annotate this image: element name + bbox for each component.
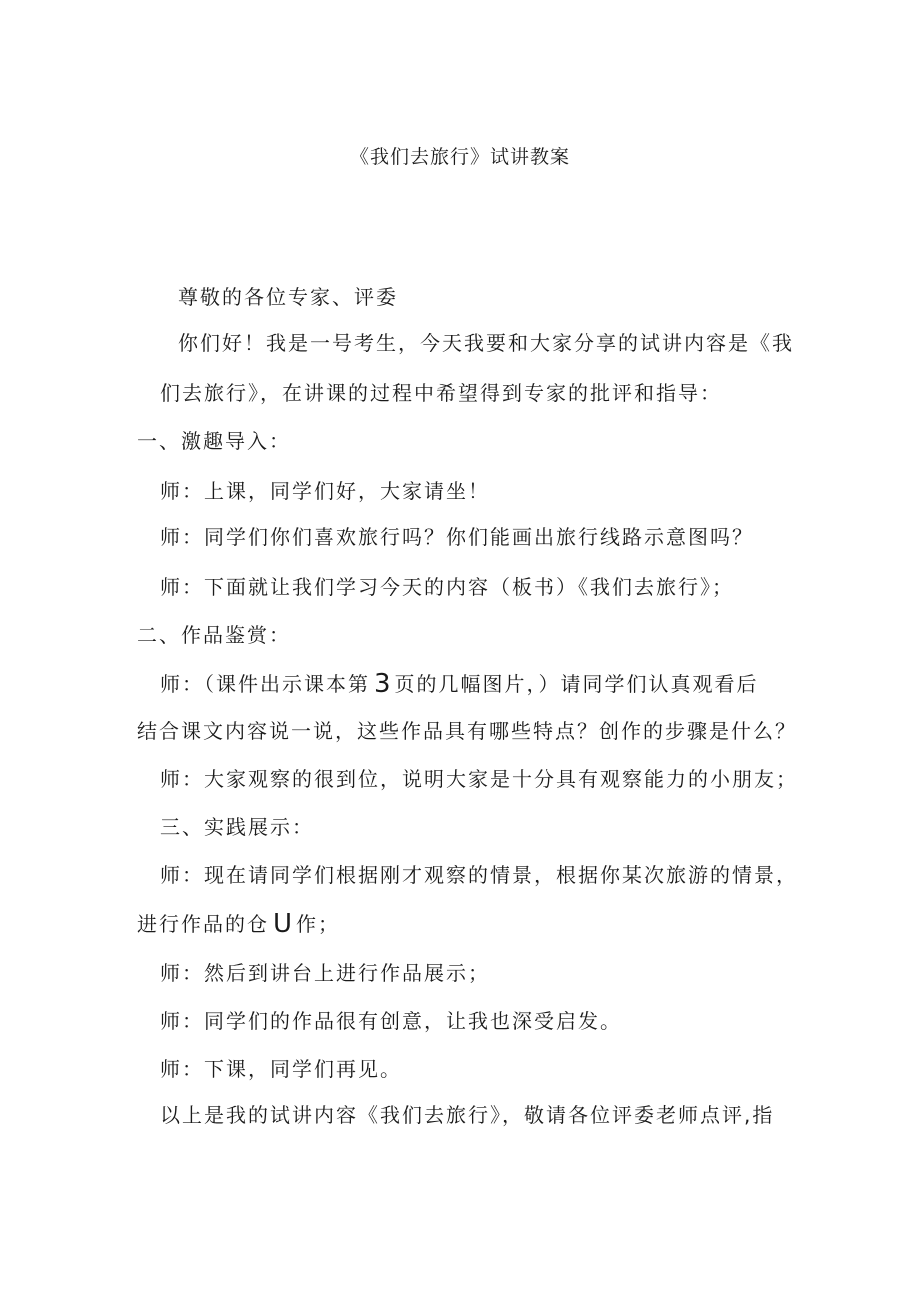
body-line: 结合课文内容说一说，这些作品具有哪些特点？创作的步骤是什么？ [137, 719, 797, 743]
intro-line-2: 们去旅行》，在讲课的过程中希望得到专家的批评和指导： [160, 381, 722, 405]
teacher-line: 师：然后到讲台上进行作品展示； [160, 961, 490, 985]
teacher-line: 师：下课，同学们再见。 [160, 1057, 402, 1081]
section-heading-3: 三、实践展示： [160, 815, 314, 839]
intro-line-1: 你们好！我是一号考生，今天我要和大家分享的试讲内容是《我 [178, 331, 794, 355]
text-segment: 进行作品的仓 [137, 912, 269, 936]
body-line [137, 909, 340, 938]
salutation: 尊敬的各位专家、评委 [178, 285, 398, 309]
section-heading-1: 一、激趣导入： [137, 429, 291, 453]
teacher-line [160, 669, 759, 698]
teacher-line: 师：上课，同学们好，大家请坐！ [160, 479, 490, 503]
section-heading-2: 二、作品鉴赏： [137, 623, 291, 647]
text-segment: 页的几幅图片，）请同学们认真观看后 [394, 672, 759, 696]
ocr-glyph-text: U [273, 909, 293, 939]
text-segment: 师：（课件出示课本第 [160, 672, 370, 696]
closing-line: 以上是我的试讲内容《我们去旅行》，敬请各位评委老师点评,指 [160, 1103, 775, 1127]
teacher-line: 师：同学们的作品很有创意，让我也深受启发。 [160, 1009, 622, 1033]
document-title: 《我们去旅行》试讲教案 [349, 146, 570, 168]
teacher-line: 师：大家观察的很到位，说明大家是十分具有观察能力的小朋友； [160, 767, 798, 791]
page-number-text: 3 [374, 669, 391, 699]
teacher-line: 师：同学们你们喜欢旅行吗？你们能画出旅行线路示意图吗？ [160, 525, 754, 549]
text-segment: 作； [296, 912, 341, 936]
teacher-line: 师：现在请同学们根据刚才观察的情景，根据你某次旅游的情景， [160, 863, 798, 887]
teacher-line: 师：下面就让我们学习今天的内容（板书）《我们去旅行》； [160, 575, 734, 599]
